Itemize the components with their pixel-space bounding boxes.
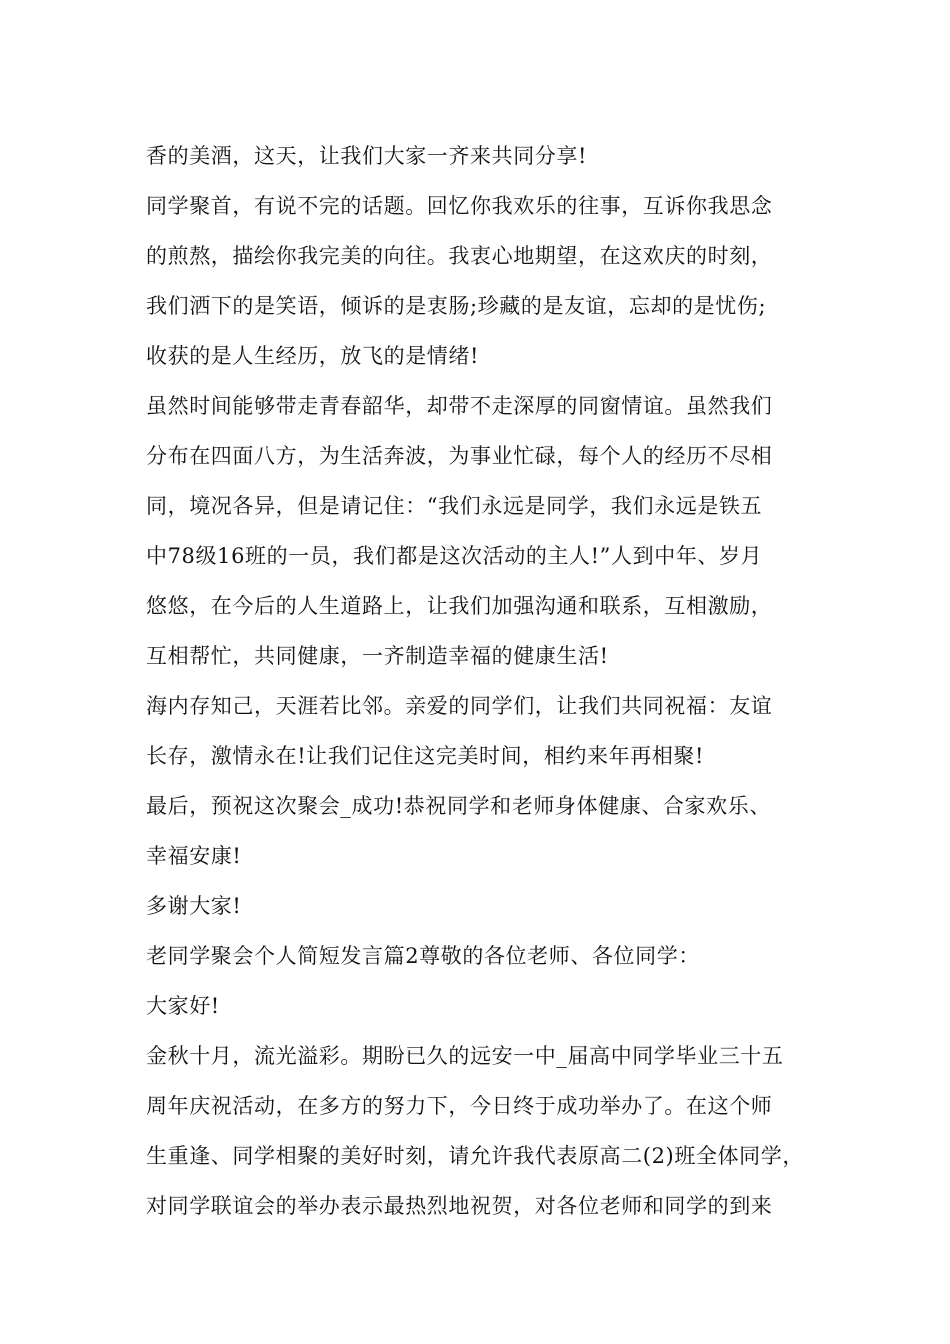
text-line: 周年庆祝活动，在多方的努力下，今日终于成功举办了。在这个师 (146, 1094, 773, 1118)
text-line: 收获的是人生经历，放飞的是情绪! (146, 344, 480, 368)
text-line: 互相帮忙，共同健康，一齐制造幸福的健康生活! (146, 644, 609, 668)
text-line: 对同学联谊会的举办表示最热烈地祝贺，对各位老师和同学的到来 (146, 1194, 773, 1218)
section-heading-line: 老同学聚会个人简短发言篇2尊敬的各位老师、各位同学： (146, 944, 700, 968)
text-line: 金秋十月，流光溢彩。期盼已久的远安一中_届高中同学毕业三十五 (146, 1044, 784, 1068)
text-line: 虽然时间能够带走青春韶华，却带不走深厚的同窗情谊。虽然我们 (146, 394, 773, 418)
text-line: 我们洒下的是笑语，倾诉的是衷肠;珍藏的是友谊，忘却的是忧伤; (146, 294, 767, 318)
text-line: 最后，预祝这次聚会_成功!恭祝同学和老师身体健康、合家欢乐、 (146, 794, 771, 818)
text-line: 海内存知己，天涯若比邻。亲爱的同学们，让我们共同祝福：友谊 (146, 694, 773, 718)
text-line: 香的美酒，这天，让我们大家一齐来共同分享! (146, 144, 588, 168)
text-line: 同，境况各异，但是请记住：“我们永远是同学，我们永远是铁五 (146, 494, 763, 518)
text-line: 多谢大家! (146, 894, 242, 918)
text-line: 大家好! (146, 994, 220, 1018)
text-line: 幸福安康! (146, 844, 242, 868)
text-line: 同学聚首，有说不完的话题。回忆你我欢乐的往事，互诉你我思念 (146, 194, 773, 218)
text-line: 生重逢、同学相聚的美好时刻，请允许我代表原高二(2)班全体同学， (146, 1144, 804, 1168)
text-line: 的煎熬，描绘你我完美的向往。我衷心地期望，在这欢庆的时刻， (146, 244, 773, 268)
text-line: 分布在四面八方，为生活奔波，为事业忙碌，每个人的经历不尽相 (146, 444, 773, 468)
text-line: 悠悠，在今后的人生道路上，让我们加强沟通和联系，互相激励， (146, 594, 773, 618)
text-line: 长存，激情永在!让我们记住这完美时间，相约来年再相聚! (146, 744, 705, 768)
document-body (146, 131, 826, 1231)
text-line: 中78级16班的一员，我们都是这次活动的主人!”人到中年、岁月 (146, 544, 763, 568)
